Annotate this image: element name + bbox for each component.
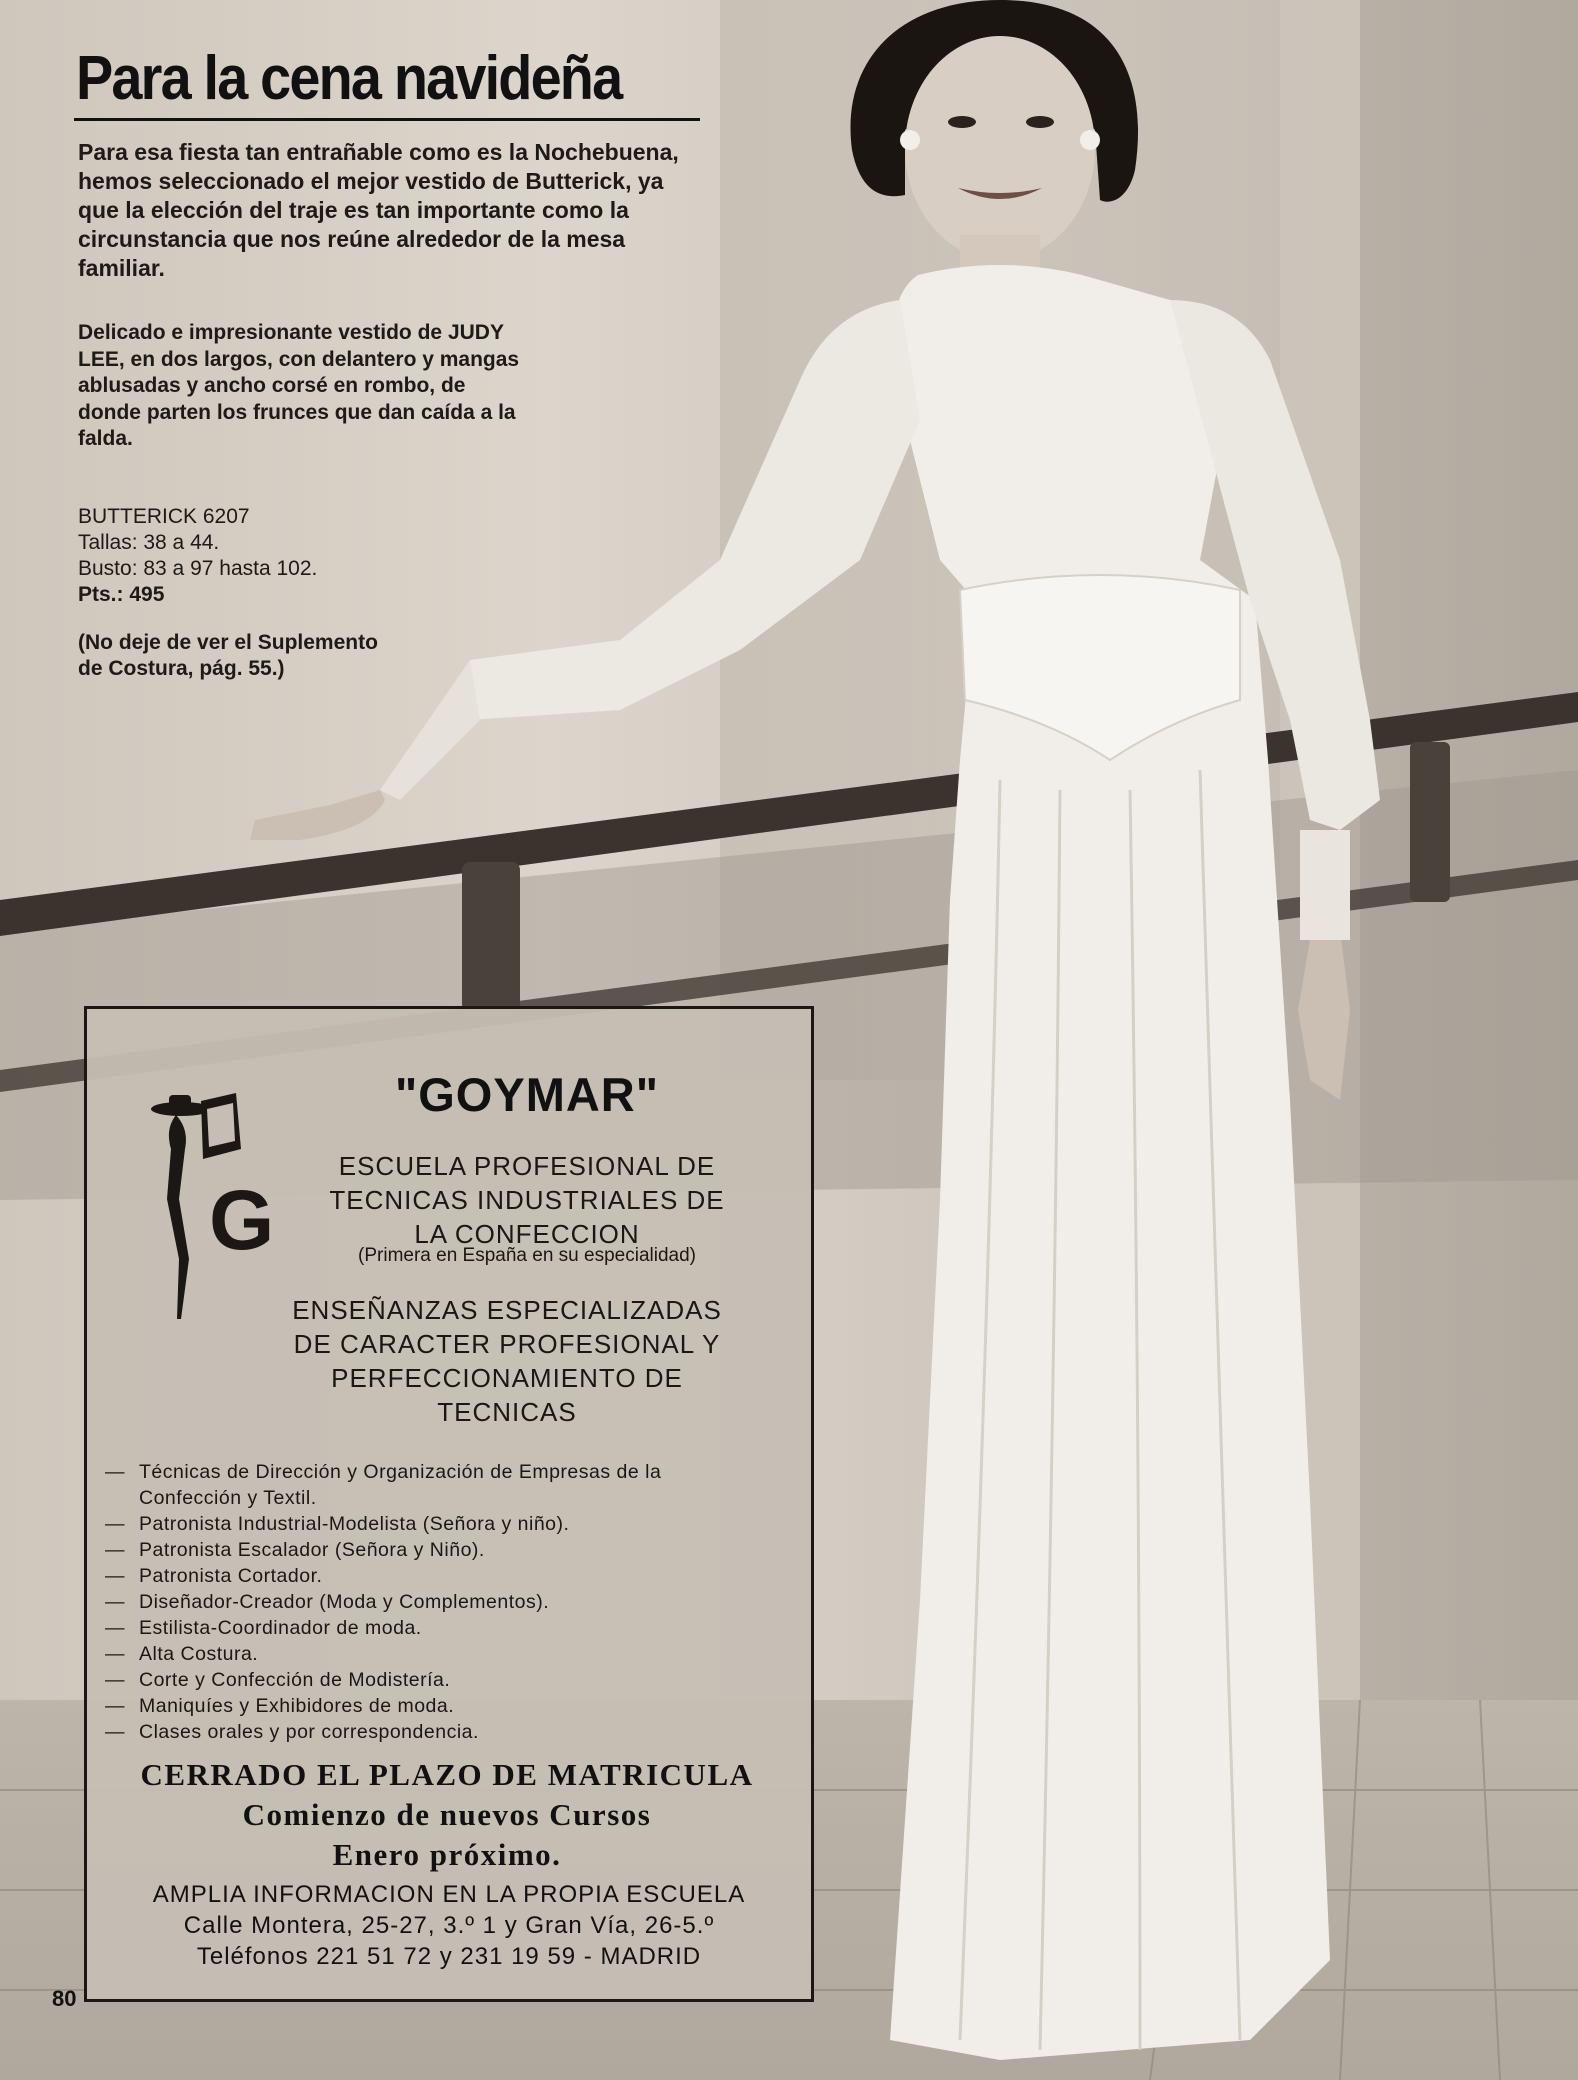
course-item: — Corte y Confección de Modistería. — [101, 1667, 801, 1693]
desc-text-before: Delicado e impresionante vestido de — [78, 321, 443, 344]
model-face — [905, 36, 1095, 260]
intro-text-before: Para esa fiesta tan entrañable como es la Nochebuena, hemos seleccionado el mejor vestido de — [78, 139, 679, 194]
headline-underline — [74, 118, 700, 121]
page-number: 80 — [52, 1986, 77, 2011]
ad-teaching-line: TECNICAS — [437, 1397, 577, 1427]
desc-designer: JUDY LEE — [78, 321, 504, 371]
ad-school-line: TECNICAS INDUSTRIALES DE — [329, 1185, 725, 1215]
ad-address: Calle Montera, 25-27, 3.º 1 y Gran Vía, 26-5.º — [183, 1912, 715, 1939]
model-hand-left — [250, 790, 385, 840]
dress-description — [78, 320, 528, 453]
ad-subtitle: (Primera en España en su especialidad) — [358, 1245, 696, 1266]
desc-text-after: , en dos largos, con delantero y mangas ablusadas y ancho corsé en rombo, de donde parten los frunces que dan caída a la falda. — [78, 347, 520, 450]
ad-teaching-block — [227, 1293, 787, 1429]
ad-course-list — [101, 1459, 801, 1745]
ad-contact-info — [91, 1879, 807, 1972]
pattern-price: Pts.: 495 — [78, 583, 165, 606]
ad-school-type — [267, 1149, 787, 1251]
course-item-continuation: Confección y Textil. — [139, 1487, 317, 1509]
course-item: — Técnicas de Dirección y Organización de Empresas de la — [101, 1459, 801, 1485]
intro-text-after: , ya que la elección del traje es tan importante como la circunstancia que nos reúne alrededor de la mesa familiar. — [78, 168, 664, 281]
ad-closed-line: CERRADO EL PLAZO DE MATRICULA — [140, 1757, 754, 1792]
ad-teaching-line: DE CARACTER PROFESIONAL Y — [293, 1329, 721, 1359]
course-item: — Estilista-Coordinador de moda. — [101, 1615, 801, 1641]
course-item: — Diseñador-Creador (Moda y Complementos). — [101, 1589, 801, 1615]
intro-brand: Butterick — [525, 168, 626, 194]
course-item: — Alta Costura. — [101, 1641, 801, 1667]
ad-teaching-line: ENSEÑANZAS ESPECIALIZADAS — [292, 1295, 722, 1325]
ad-phones: Teléfonos 221 51 72 y 231 19 59 - MADRID — [196, 1943, 702, 1970]
course-item: — Clases orales y por correspondencia. — [101, 1719, 801, 1745]
pattern-bust: Busto: 83 a 97 hasta 102. — [78, 557, 318, 580]
ad-closed-line: Comienzo de nuevos Cursos — [242, 1797, 652, 1832]
ad-info-line: AMPLIA INFORMACION EN LA PROPIA ESCUELA — [152, 1881, 746, 1908]
ad-closed-line: Enero próximo. — [332, 1837, 562, 1872]
logo-letter: G — [209, 1173, 275, 1267]
course-item: — Patronista Cortador. — [101, 1563, 801, 1589]
intro-paragraph — [78, 138, 708, 283]
ad-school-line: LA CONFECCION — [414, 1219, 640, 1249]
ad-school-line: ESCUELA PROFESIONAL DE — [338, 1151, 716, 1181]
ad-teaching-line: PERFECCIONAMIENTO DE — [331, 1363, 683, 1393]
course-item: — Patronista Industrial-Modelista (Señora y niño). — [101, 1511, 801, 1537]
supplement-note: (No deje de ver el Suplemento de Costura, pág. 55.) — [78, 631, 378, 680]
course-item: — Patronista Escalador (Señora y Niño). — [101, 1537, 801, 1563]
pattern-sizes: Tallas: 38 a 44. — [78, 531, 220, 554]
pattern-info — [78, 504, 498, 608]
ad-school-name: "GOYMAR" — [394, 1068, 660, 1121]
ad-enrollment-closed — [97, 1755, 797, 1875]
goymar-advertisement — [84, 1006, 814, 2002]
pattern-code: BUTTERICK 6207 — [78, 505, 250, 528]
headline: Para la cena navideña — [76, 44, 622, 113]
course-item: — Maniquíes y Exhibidores de moda. — [101, 1693, 801, 1719]
